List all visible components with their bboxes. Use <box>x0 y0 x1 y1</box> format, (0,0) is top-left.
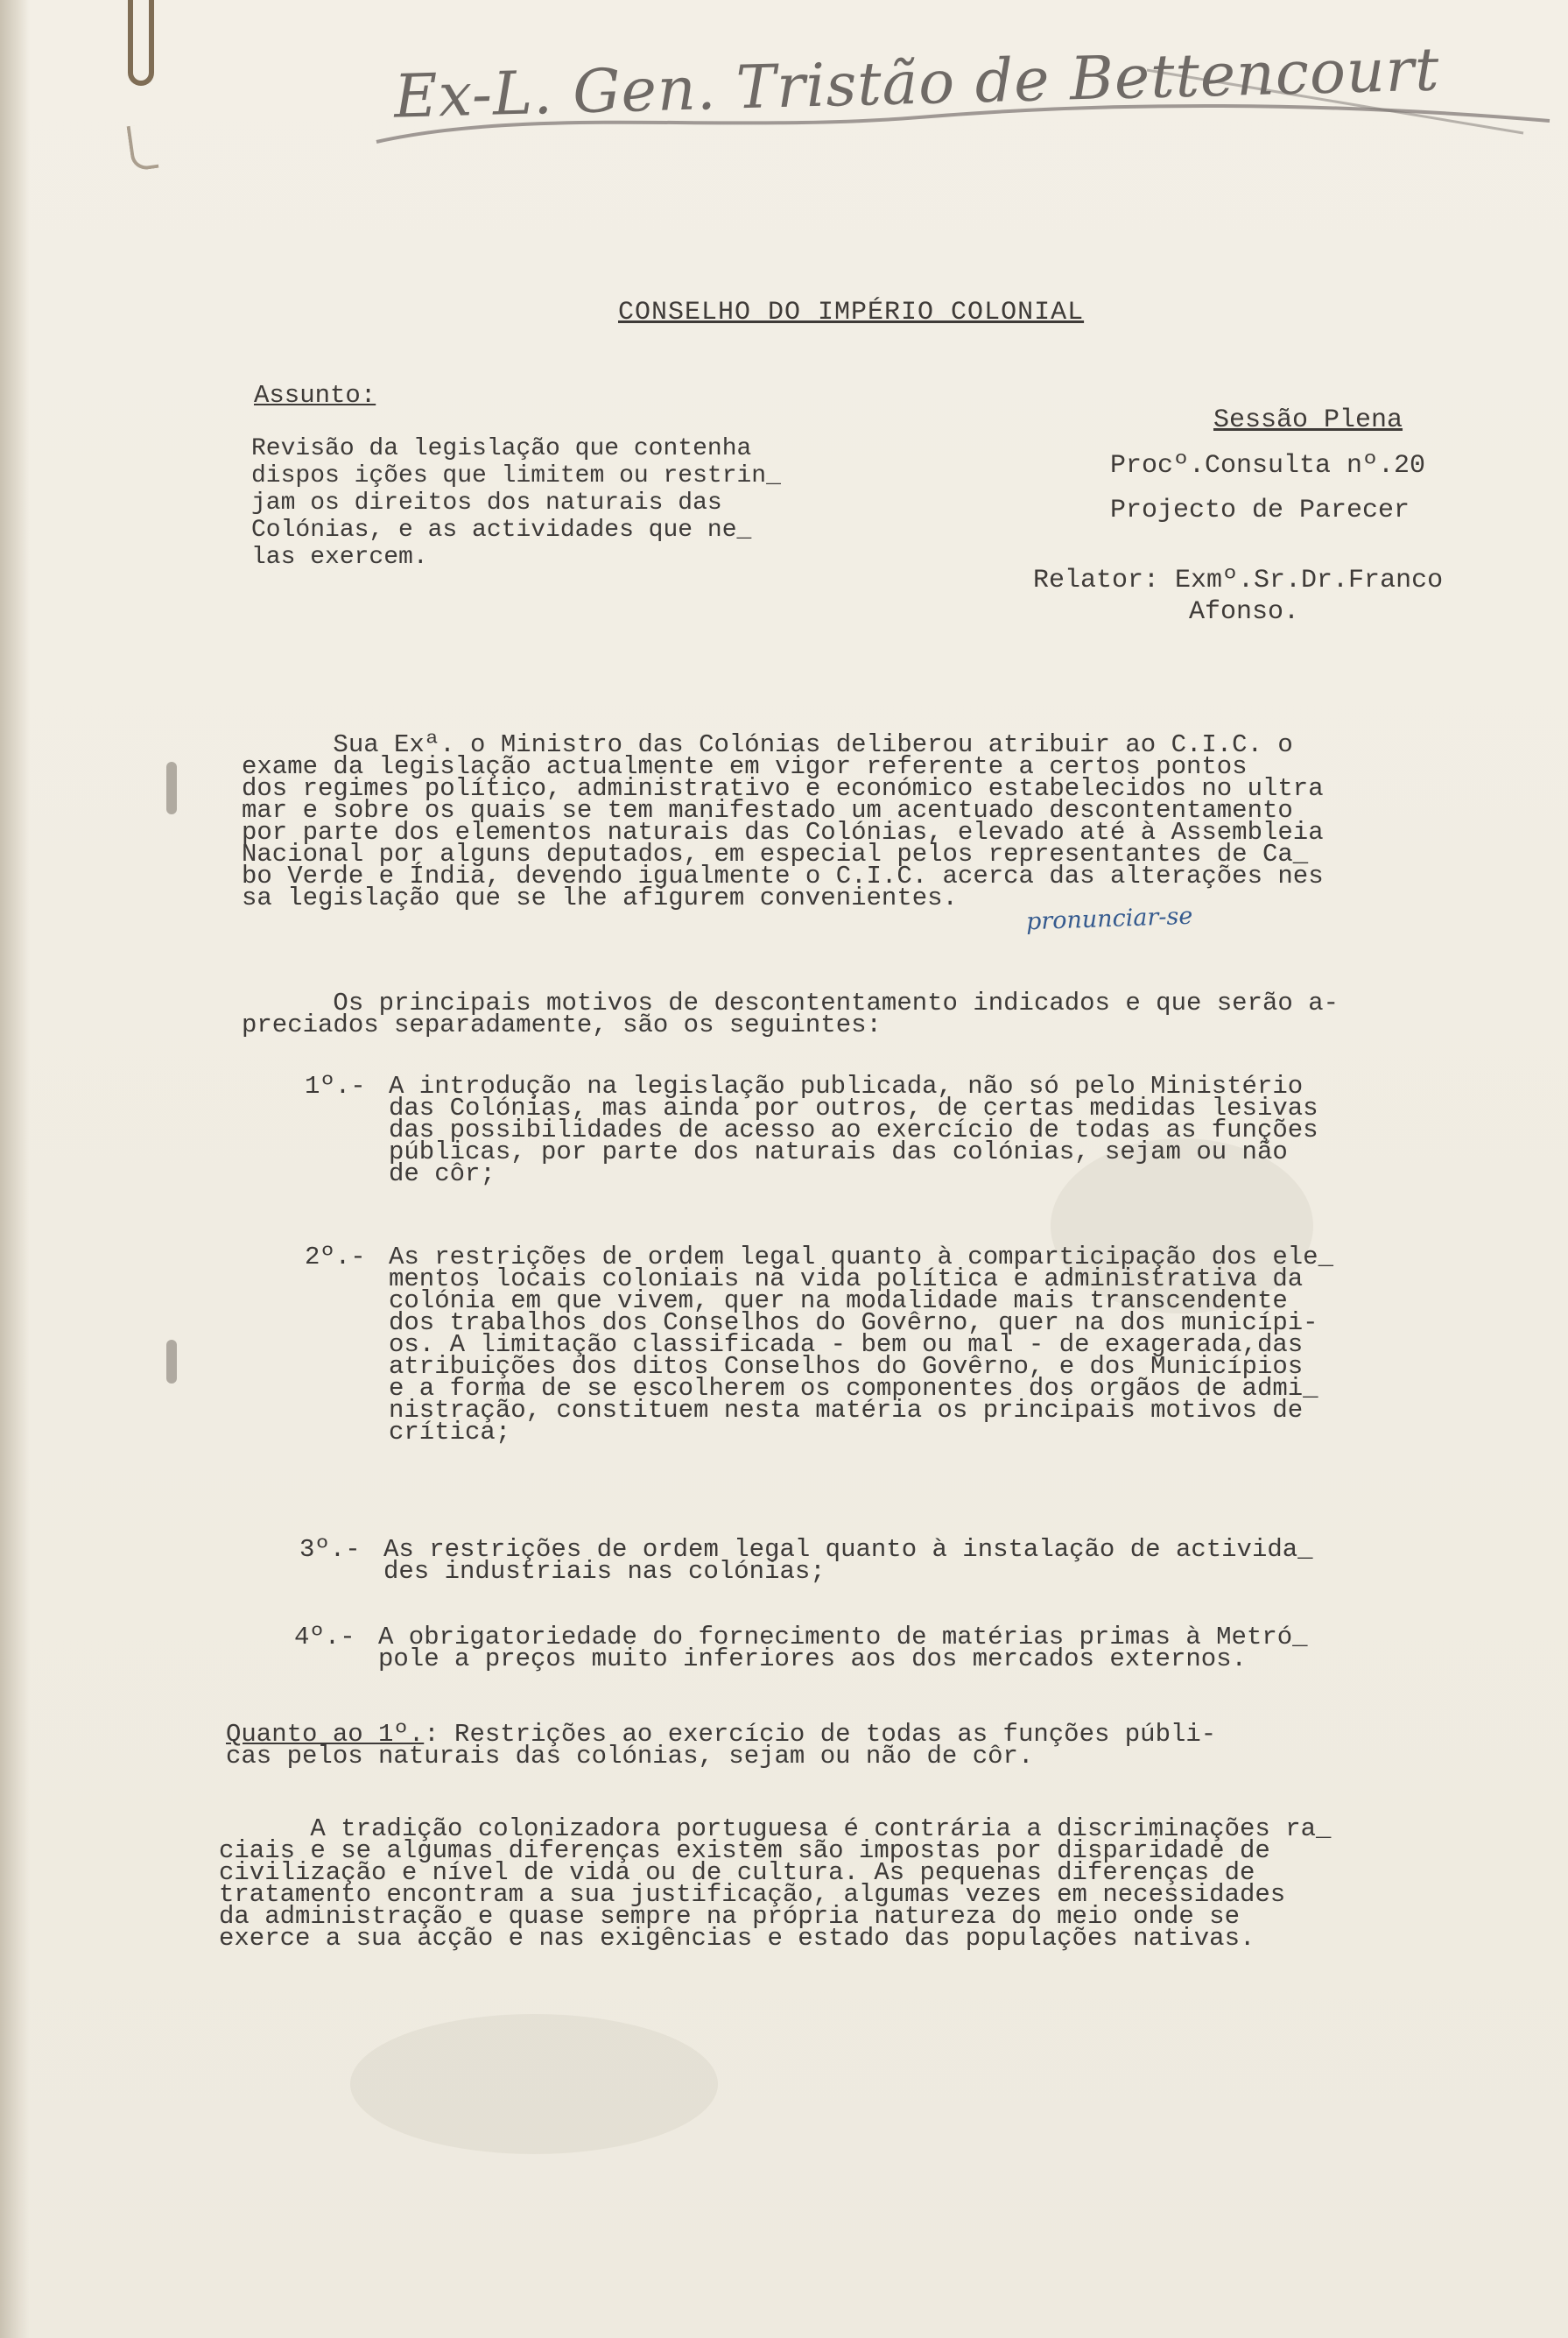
binding-hole <box>166 1340 177 1384</box>
item-body <box>389 1072 1318 1188</box>
item-line: As restrições de ordem legal quanto à comparticipação dos ele_ <box>389 1243 1333 1271</box>
item-line: dos trabalhos dos Conselhos do Govêrno, quer na dos municípi- <box>389 1308 1318 1337</box>
paragraph-line: civilização e nível de vida ou de cultura. As pequenas diferenças de <box>219 1858 1255 1887</box>
item-line: A obrigatoriedade do fornecimento de matérias primas à Metró_ <box>378 1623 1308 1651</box>
item-body <box>378 1623 1308 1673</box>
item-line: crítica; <box>389 1418 511 1447</box>
subject-line: jam os direitos dos naturais das <box>251 489 722 517</box>
subject-line: las exercem. <box>251 544 428 571</box>
quanto-section <box>226 1720 1504 1771</box>
item-line: os. A limitação classificada - bem ou mal - de exagerada,das <box>389 1330 1304 1359</box>
rapporteur: Relator: Exmº.Sr.Dr.Franco <box>1033 566 1444 595</box>
item-line: e a forma de se escolherem os componentes dos orgãos de admi_ <box>389 1374 1318 1403</box>
paragraph-line: A tradição colonizadora portuguesa é contrária a discriminações ra_ <box>219 1814 1332 1843</box>
item-number: 4º.- <box>294 1623 355 1651</box>
paragraph-line: exame da legislação actualmente em vigor referente a certos pontos <box>242 752 1248 781</box>
paragraph-line: ciais e se algumas diferenças existem são impostas por disparidade de <box>219 1836 1270 1865</box>
item-line: pole a preços muito inferiores aos dos mercados externos. <box>378 1644 1247 1673</box>
item-line: atribuições dos ditos Conselhos do Govêrno, e dos Municípios <box>389 1352 1304 1381</box>
subject-line: Revisão da legislação que contenha <box>251 435 752 462</box>
handwritten-signature <box>359 26 1558 158</box>
binding-hole <box>166 762 177 814</box>
document-title: CONSELHO DO IMPÉRIO COLONIAL <box>618 298 1085 327</box>
intro-paragraph <box>242 730 1485 912</box>
item-line: mentos locais coloniais na vida política e administrativa da <box>389 1264 1304 1293</box>
page-edge-shadow <box>0 0 30 2338</box>
item-line: As restrições de ordem legal quanto à instalação de activida_ <box>383 1535 1313 1564</box>
paragraph-line: sa legislação que se lhe afigurem convenientes. <box>242 884 958 912</box>
paragraph-line: Sua Exª. o Ministro das Colónias deliberou atribuir ao C.I.C. o <box>242 730 1293 759</box>
quanto-text: : Restrições ao exercício de todas as funções públi- <box>424 1720 1217 1749</box>
tradition-paragraph <box>219 1814 1497 1953</box>
subject-line: dispos ições que limitem ou restrin_ <box>251 462 781 489</box>
subject-label: Assunto: <box>254 381 376 410</box>
item-line: des industriais nas colónias; <box>383 1557 826 1586</box>
subject-text <box>251 435 781 571</box>
paragraph-line: por parte dos elementos naturais das Colónias, elevado até à Assembleia <box>242 818 1324 847</box>
process-number: Procº.Consulta nº.20 <box>1110 451 1426 481</box>
staple <box>128 0 154 86</box>
item-line: nistração, constituem nesta matéria os principais motivos de <box>389 1396 1304 1425</box>
quanto-label: Quanto ao 1º. <box>226 1720 425 1749</box>
document-type: Projecto de Parecer <box>1110 496 1410 525</box>
paper-stain <box>350 2014 718 2154</box>
paragraph-line: mar e sobre os quais se tem manifestado um acentuado descontentamento <box>242 796 1293 825</box>
item-line: públicas, por parte dos naturais das colónias, sejam ou não <box>389 1137 1288 1166</box>
item-number: 1º.- <box>305 1072 366 1101</box>
item-line: A introdução na legislação publicada, não só pelo Ministério <box>389 1072 1304 1101</box>
signature-text: Ex-L. Gen. Tristão de Bettencourt <box>393 35 1441 132</box>
paragraph-line: dos regimes político, administrativo e económico estabelecidos no ultra <box>242 774 1324 803</box>
paragraph-line: exerce a sua acção e nas exigências e estado das populações nativas. <box>219 1924 1255 1953</box>
item-line: colónia em que vivem, quer na modalidade mais transcendente <box>389 1286 1288 1315</box>
motives-intro <box>242 989 1485 1039</box>
item-line: das possibilidades de acesso ao exercício de todas as funções <box>389 1116 1318 1144</box>
paragraph-line: preciados separadamente, são os seguintes: <box>242 1011 882 1039</box>
item-number: 2º.- <box>305 1243 366 1271</box>
quanto-line: cas pelos naturais das colónias, sejam ou não de côr. <box>226 1742 1034 1771</box>
rapporteur-name-cont: Afonso. <box>1189 597 1300 627</box>
session-type: Sessão Plena <box>1213 405 1403 435</box>
paragraph-line: Os principais motivos de descontentamento indicados e que serão a- <box>242 989 1339 1018</box>
paragraph-line: da administração e quase sempre na própria natureza do meio onde se <box>219 1902 1240 1931</box>
item-body <box>383 1535 1313 1586</box>
item-line: das Colónias, mas ainda por outros, de certas medidas lesivas <box>389 1094 1318 1123</box>
subject-line: Colónias, e as actividades que ne_ <box>251 517 752 544</box>
item-body <box>389 1243 1333 1447</box>
item-number: 3º.- <box>299 1535 361 1564</box>
handwritten-insertion: pronunciar-se <box>1025 902 1193 936</box>
item-line: de côr; <box>389 1159 496 1188</box>
paragraph-line: Nacional por alguns deputados, em especial pelos representantes de Ca_ <box>242 840 1309 869</box>
paragraph-line: bo Verde e Índia, devendo igualmente o C.I.C. acerca das alterações nes <box>242 862 1324 891</box>
paragraph-line: tratamento encontram a sua justificação, algumas vezes em necessidades <box>219 1880 1286 1909</box>
